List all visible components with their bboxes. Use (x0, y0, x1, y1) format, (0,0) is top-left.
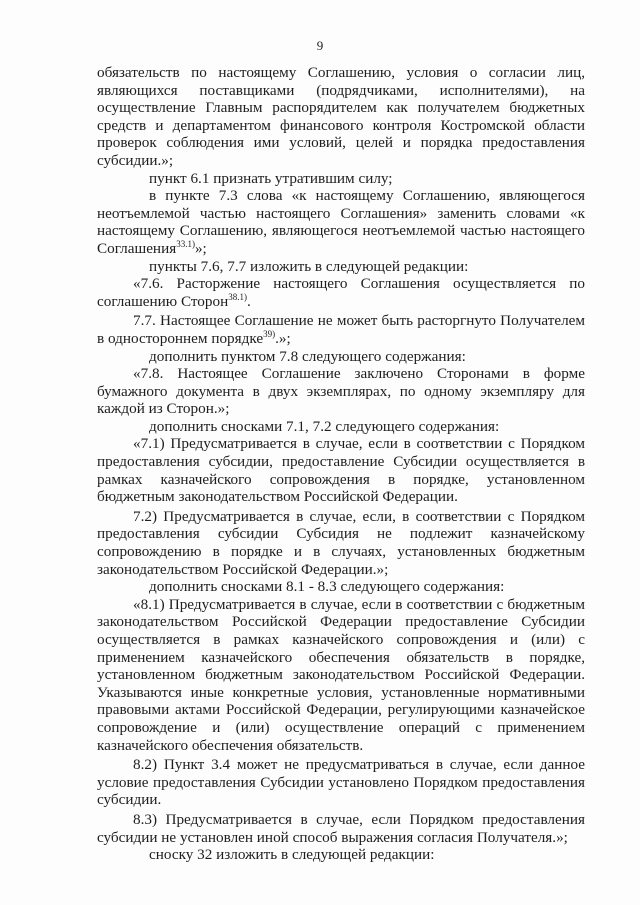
text-line (97, 701, 585, 719)
text-line (97, 471, 585, 489)
line-text: казначейского обеспечения обязательств. (97, 736, 364, 754)
text-line (97, 205, 585, 223)
text-line (97, 543, 585, 561)
line-text: бумажного документа в двух экземплярах, по одному экземпляру для (97, 382, 585, 400)
line-text: каждой из Сторон.»; (97, 400, 230, 418)
text-line (97, 330, 585, 348)
text-line (97, 99, 585, 117)
line-text: в одностороннем порядке (97, 329, 264, 347)
line-text: бюджетным законодательством Российской Федерации. (97, 488, 458, 506)
text-line (97, 561, 585, 579)
line-text: субсидии.»; (97, 151, 174, 169)
line-text: правовыми актами Российской Федерации, регулирующими казначейское (97, 701, 585, 719)
line-text: предоставления субсидии, предоставление Субсидии осуществляется в (97, 453, 585, 471)
text-line (97, 348, 585, 366)
line-text: 7.7. Настоящее Соглашение не может быть расторгнуто Получателем (133, 312, 585, 330)
text-line (97, 578, 585, 596)
text-line (97, 684, 585, 702)
document-body (97, 64, 585, 864)
line-text: настоящему Соглашению, являющегося неотъемлемой частью настоящего (97, 222, 585, 240)
text-line (97, 365, 585, 383)
line-text: субсидии не установлен иной способ выражения согласия Получателя.»; (97, 828, 568, 846)
text-line (97, 774, 585, 792)
line-text: проверок соблюдения ими условий, целей и порядка предоставления (97, 134, 585, 152)
line-text-tail: . (246, 292, 251, 310)
text-line (97, 240, 585, 258)
text-line (97, 811, 585, 829)
text-line (97, 846, 585, 864)
footnote-reference: 38.1) (228, 291, 247, 302)
line-text: сноску 32 изложить в следующей редакции: (149, 846, 435, 864)
text-line (97, 222, 585, 240)
text-line (97, 134, 585, 152)
line-text: Указываются иные конкретные условия, установленные нормативными (97, 683, 585, 701)
line-text: законодательством Российской Федерации предоставление Субсидии (97, 613, 585, 631)
page-number: 9 (316, 38, 324, 53)
line-text: установленном бюджетным законодательством Российской Федерации. (97, 666, 585, 684)
line-text: «8.1) Предусматривается в случае, если в соответствии с бюджетным (133, 595, 585, 613)
line-text: «7.8. Настоящее Соглашение заключено Сторонами в форме (133, 365, 585, 383)
text-line (97, 596, 585, 614)
line-text: субсидии. (97, 791, 162, 809)
line-text: сопровождение и (или) осуществление операций с применением (97, 718, 585, 736)
text-line (97, 737, 585, 755)
line-text: дополнить пунктом 7.8 следующего содержания: (149, 347, 466, 365)
line-text: законодательством Российской Федерации.»; (97, 560, 389, 578)
line-text: предоставления субсидии Субсидия не подлежит казначейскому (97, 525, 585, 543)
footnote-reference: 33.1) (176, 238, 195, 249)
text-line (97, 435, 585, 453)
text-line (97, 293, 585, 311)
line-text: обязательств по настоящему Соглашению, условия о согласии лиц, (97, 64, 585, 81)
text-line (97, 631, 585, 649)
line-text: являющихся поставщиками (подрядчиками, исполнителями), на (97, 81, 585, 99)
text-line (97, 666, 585, 684)
text-line (97, 719, 585, 737)
line-text: 8.2) Пункт 3.4 может не предусматриваться в случае, если данное (133, 756, 585, 774)
text-line (97, 829, 585, 847)
text-line (97, 275, 585, 293)
line-text: в пункте 7.3 слова «к настоящему Соглашению, являющегося (149, 187, 585, 205)
line-text: осуществление Главным распорядителем как получателем бюджетных (97, 99, 585, 117)
footnote-reference: 39) (263, 328, 276, 339)
line-text: пункты 7.6, 7.7 изложить в следующей редакции: (149, 257, 469, 275)
line-text: 7.2) Предусматривается в случае, если, в соответствии с Порядком (133, 507, 585, 525)
text-line (97, 508, 585, 526)
text-line (97, 525, 585, 543)
text-line (97, 258, 585, 276)
text-line (97, 117, 585, 135)
line-text: «7.1) Предусматривается в случае, если в соответствии с Порядком (133, 435, 585, 453)
text-line (97, 82, 585, 100)
line-text: средств и департаментом финансового контроля Костромской области (97, 116, 585, 134)
line-text: условие предоставления Субсидии установлено Порядком предоставления (97, 773, 585, 791)
text-line (97, 453, 585, 471)
line-text: «7.6. Расторжение настоящего Соглашения осуществляется по (133, 275, 585, 293)
text-line (97, 64, 585, 82)
line-text: соглашению Сторон (97, 292, 229, 310)
text-line (97, 418, 585, 436)
line-text: дополнить сносками 8.1 - 8.3 следующего содержания: (149, 578, 505, 596)
text-line (97, 791, 585, 809)
line-text: рамках казначейского сопровождения в порядке, установленном (97, 470, 585, 488)
text-line (97, 488, 585, 506)
line-text: применением казначейского обеспечения обязательств в порядке, (97, 648, 585, 666)
text-line (97, 383, 585, 401)
text-line (97, 613, 585, 631)
text-line (97, 170, 585, 188)
text-line (97, 312, 585, 330)
line-text: неотъемлемой частью настоящего Соглашения» заменить словами «к (97, 204, 585, 222)
text-line (97, 649, 585, 667)
text-line (97, 187, 585, 205)
line-text: пункт 6.1 признать утратившим силу; (149, 169, 393, 187)
line-text: дополнить сносками 7.1, 7.2 следующего содержания: (149, 417, 500, 435)
line-text: сопровождению в порядке и в случаях, установленных бюджетным (97, 543, 585, 561)
line-text: осуществляется в рамках казначейского сопровождения и (или) с (97, 631, 585, 648)
line-text: Соглашения (97, 239, 177, 257)
text-line (97, 152, 585, 170)
text-line (97, 400, 585, 418)
text-line (97, 756, 585, 774)
line-text-tail: »; (194, 239, 207, 257)
line-text: 8.3) Предусматривается в случае, если Порядком предоставления (133, 810, 585, 828)
line-text-tail: .»; (275, 329, 291, 347)
